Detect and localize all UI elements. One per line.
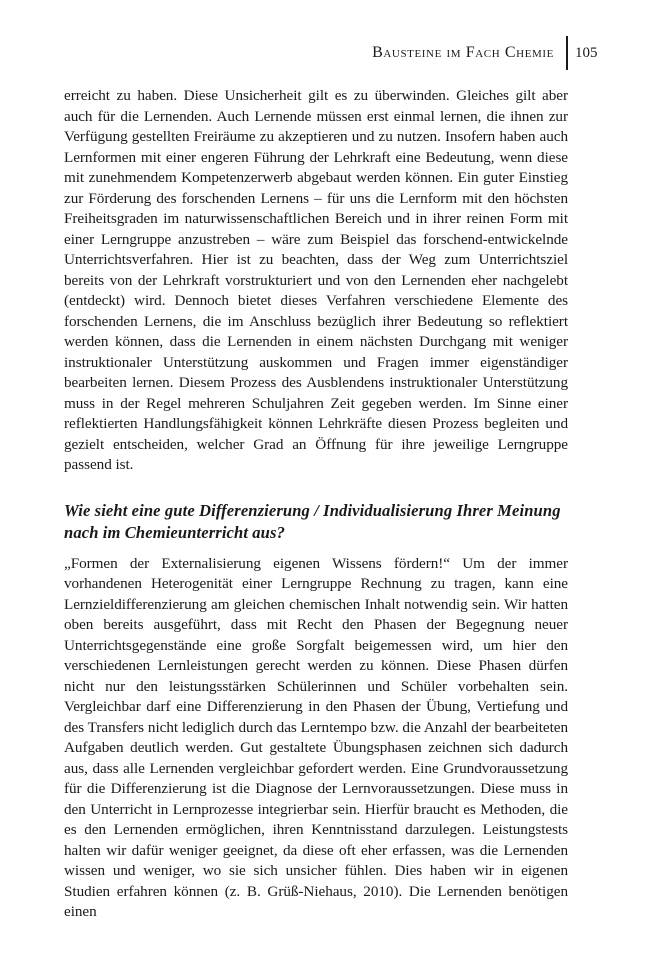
header-divider	[566, 36, 568, 70]
running-title: Bausteine im Fach Chemie	[372, 44, 554, 61]
section-heading: Wie sieht eine gute Differenzierung / Individualisierung Ihrer Meinung nach im Chemieunterricht aus?	[64, 500, 561, 542]
page-body	[64, 86, 568, 923]
body-paragraph-2: „Formen der Externalisierung eigenen Wissens fördern!“ Um der immer vorhandenen Heterogenität einer Lerngruppe Rechnung zu tragen, kann eine Lernzieldifferenzierung am gleichen chemischen Inhalt notwendig sein. Wir hatten oben bereits ausgeführt, dass mit Recht den Phasen der Begegnung neuer Unterrichtsgegenstände eine große Sorgfalt beigemessen wird, um hier den verschiedenen Lernleistungen gerecht werden zu können. Diese Phasen dürfen nicht nur den leistungsstärken Schülerinnen und Schüler vorbehalten sein. Vergleichbar darf eine Differenzierung in den Phasen der Übung, Vertiefung und des Transfers nicht lediglich durch das Lerntempo bzw. die Anzahl der bearbeiteten Aufgaben deutlich werden. Gut gestaltete Übungsphasen zeichnen sich dadurch aus, dass alle Lernenden vergleichbar gefordert werden. Eine Grundvoraussetzung für die Differenzierung ist die Diagnose der Lernvoraussetzungen. Diese muss in den Unterricht in Lernprozesse integrierbar sein. Hierfür braucht es Methoden, die es den Lernenden ermöglichen, ihren Kenntnisstand darzulegen. Leistungstests halten wir dafür weniger geeignet, da diese oft eher erfassen, was die Lernenden wissen und weniger, wo sie sich unsicher fühlen. Dies haben wir in eigenen Studien erfahren können (z. B. Grüß-Niehaus, 2010). Die Lernenden benötigen einen	[64, 554, 568, 920]
page-number: 105	[575, 45, 598, 61]
page-header	[0, 36, 650, 76]
body-paragraph-1: erreicht zu haben. Diese Unsicherheit gilt es zu überwinden. Gleiches gilt aber auch für die Lernenden. Auch Lernende müssen erst einmal lernen, die ihnen zur Verfügung gestellten Freiräume zu akzeptieren und zu nutzen. Insofern haben auch Lernformen mit einer engeren Führung der Lehrkraft eine Bedeutung, wenn diese mit zunehmendem Kompetenzerwerb abgebaut werden können. Ein guter Einstieg zur Förderung des forschenden Lernens – für uns die Lernform mit den höchsten Freiheitsgraden im naturwissenschaftlichen Bereich und in ihrer reinen Form mit einer Lerngruppe anzustreben – wäre zum Beispiel das forschend-entwickelnde Unterrichtsverfahren. Hier ist zu beachten, dass der Weg zum Unterrichtsziel bereits von der Lehrkraft vorstrukturiert und von den Lernenden eher nachgelebt (entdeckt) wird. Dennoch bietet dieses Verfahren verschiedene Elemente des forschenden Lernens, die im Anschluss bezüglich ihrer Bedeutung so reflektiert werden können, dass die Lernenden in einem nächsten Durchgang mit weniger instruktionaler Unterstützung auskommen und Fragen immer eigenständiger bearbeiten lernen. Diesem Prozess des Ausblendens instruktionaler Unterstützung muss in der Regel mehreren Schuljahren Zeit gegeben werden. Im Sinne einer reflektierten Handlungsfähigkeit können Lehrkräfte diesen Prozess begleiten und gezielt entscheiden, welcher Grad an Öffnung für ihre jeweilige Lerngruppe passend ist.	[64, 87, 568, 473]
